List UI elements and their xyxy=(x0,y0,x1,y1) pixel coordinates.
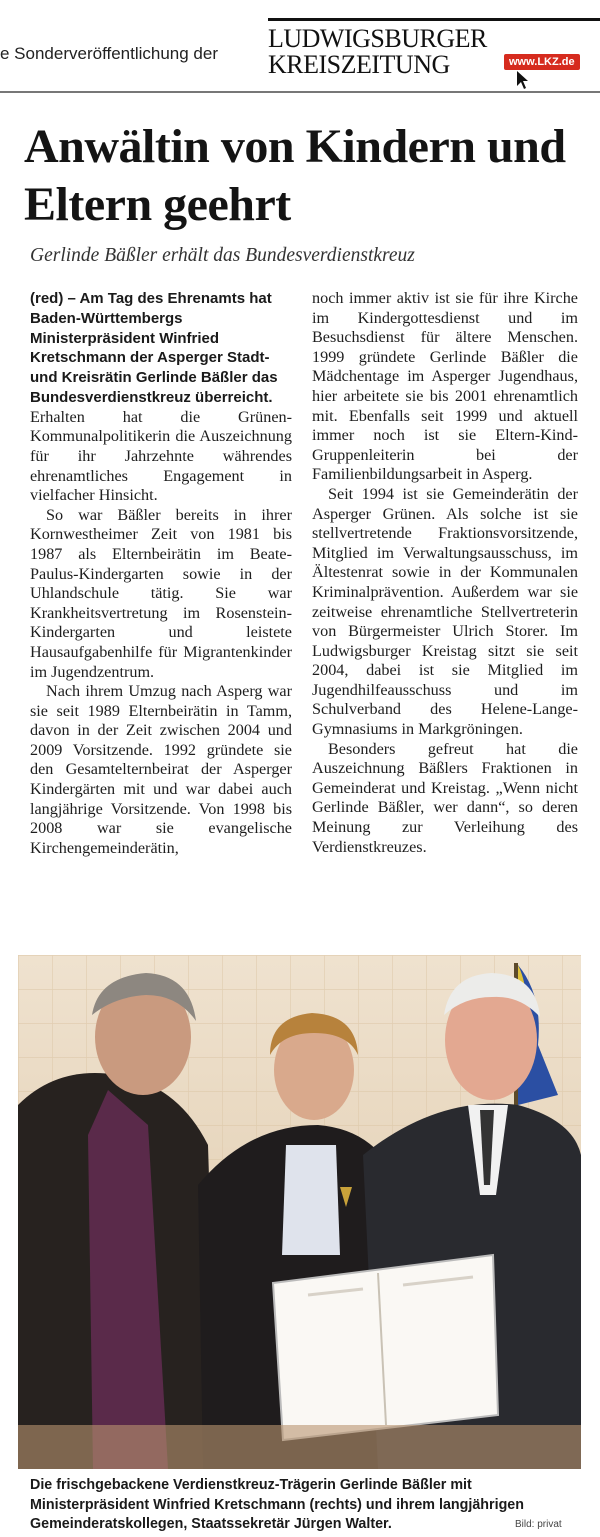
header-tag-text: e Sonderveröffentlichung der xyxy=(0,44,219,63)
masthead[interactable] xyxy=(268,12,600,92)
body-paragraph: Nach ihrem Umzug nach Asperg war sie seit 1989 Elternbeirätin in Tamm, davon in der Zeit zwischen 2004 und 2009 Vorsitzende. 1992 gründete sie den Gesamtelternbeirat der Asperger Kindergärten mit und war dabei auch langjährige Vorsitzende. Von 1998 bis 2008 war sie evangelische Kirchengemeinderätin, xyxy=(30,682,292,857)
masthead-rule xyxy=(268,18,600,21)
article-lead: (red) – Am Tag des Ehrenamts hat Baden-Württembergs Ministerpräsident Winfried Kretschmann der Asperger Stadt- und Kreisrätin Gerlinde Bäßler das Bundesverdienstkreuz überreicht. xyxy=(30,290,278,406)
award-photo-illustration xyxy=(18,955,581,1469)
masthead-title-line1: LUDWIGSBURGER xyxy=(268,24,487,53)
body-paragraph: Besonders gefreut hat die Auszeichnung Bäßlers Fraktionen in Gemeinderat und Kreistag. „Wenn nicht Gerlinde Bäßler, wer dann“, so deren Meinung zur Verleihung des Verdienstkreuzes. xyxy=(312,739,578,856)
body-paragraph: Erhalten hat die Grünen-Kommunalpolitikerin die Auszeichnung für ihr Jahrzehnte währendes ehrenamtliches Engagement in vielfacher Hinsicht. xyxy=(30,407,292,505)
body-paragraph: noch immer aktiv ist sie für ihre Kirche im Kindergottesdienst und im Besuchsdienst für ältere Menschen. 1999 gründete Gerlinde Bäßler die Mädchentage im Asperger Jugendhaus, hier arbeitete sie bis 2001 ehrenamtlich mit. Ebenfalls seit 1999 und aktuell immer noch ist sie Eltern-Kind-Gruppenleiterin bei der Familienbildungsarbeit in Asperg. xyxy=(312,289,578,484)
article-subheadline: Gerlinde Bäßler erhält das Bundesverdienstkreuz xyxy=(30,245,415,266)
body-paragraph: So war Bäßler bereits in ihrer Kornwestheimer Zeit von 1981 bis 1987 als Elternbeirätin im Beate-Paulus-Kindergarten sowie in der Uhlandschule tätig. Sie war Krankheitsvertretung im Rosenstein-Kindergarten und leistete Hausaufgabenhilfe für Migrantenkinder im Jugendzentrum. xyxy=(30,505,292,681)
article-headline: Anwältin von Kindern und Eltern geehrt xyxy=(24,120,566,231)
award-photo xyxy=(18,955,581,1469)
article-column-left xyxy=(30,289,292,858)
article-column-right xyxy=(312,289,578,857)
cursor-icon xyxy=(516,70,530,90)
body-paragraph: Seit 1994 ist sie Gemeinderätin der Asperger Grünen. Als solche ist sie stellvertretende Fraktionsvorsitzende, Mitglied im Verwaltungsausschuss, im Ältestenrat sowie in der Kommunalen Kriminalprävention. Außerdem war sie zeitweise ehrenamtliche Stellvertreterin von Bürgermeister Ulrich Storer. Im Ludwigsburger Kreistag sitzt sie seit 2004, dabei ist sie Mitglied im Jugendhilfeausschuss und im Schulverband des Helene-Lange-Gymnasiums in Markgröningen. xyxy=(312,484,578,739)
photo-caption: Die frischgebackene Verdienstkreuz-Trägerin Gerlinde Bäßler mit Ministerpräsident Winfried Kretschmann (rechts) und ihrem langjährigen Gemeinderatskollegen, Staatssekretär Jürgen Walter. xyxy=(30,1477,524,1532)
url-badge[interactable]: www.LKZ.de xyxy=(504,54,580,70)
masthead-title-line2: KREISZEITUNG xyxy=(268,50,450,79)
header-divider xyxy=(0,91,600,93)
photo-credit: Bild: privat xyxy=(515,1519,562,1530)
